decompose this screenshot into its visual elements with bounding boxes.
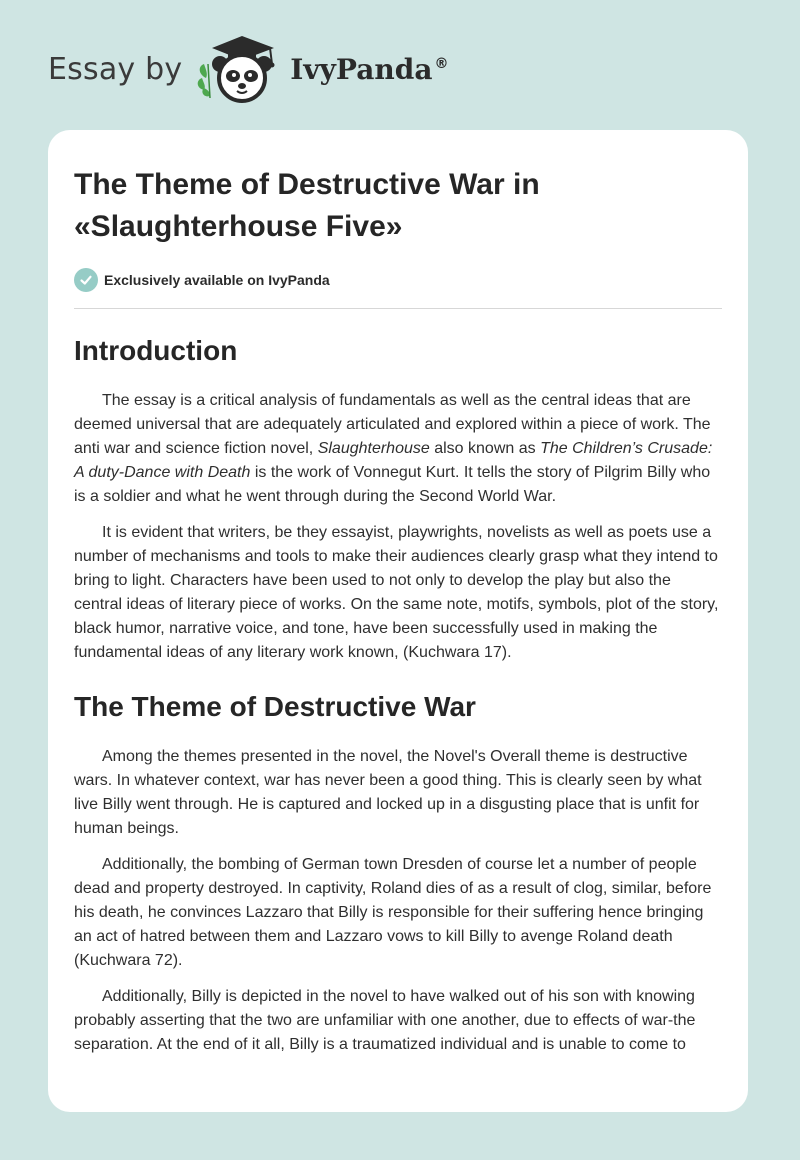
exclusive-text: Exclusively available on IvyPanda [104,272,330,288]
book-title-italic: Slaughterhouse [317,440,430,457]
essay-title [74,164,722,248]
check-circle-icon [74,268,98,292]
paragraph: Additionally, Billy is depicted in the novel to have walked out of his son with knowing probably asserting that the two are unfamiliar with one another, due to effects of war-the separation. At the end of it all, Billy is a traumatized individual and is unable to come to [74,988,696,1053]
paragraph: Among the themes presented in the novel, the Novel's Overall theme is destructive wars. In whatever context, war has never been a good thing. This is clearly seen by what live Billy went through. He is captured and locked up in a disgusting place that is unfit for human beings. [74,748,702,837]
essay-title-line2: «Slaughterhouse Five» [74,210,403,243]
section-heading-destructive-war: The Theme of Destructive War [74,691,476,722]
brand-name-text: IvyPanda [290,52,433,86]
paragraph-text: is the work of Vonnegut Kurt. It tells the story of Pilgrim Billy who is a soldier and what he went through during the Second World War. [74,464,711,505]
brand-prefix: Essay by [48,51,183,87]
brand-logo-link[interactable] [192,34,448,104]
ivypanda-logo-icon [192,34,284,104]
paragraph-text: also known as [429,440,541,457]
brand-name [290,53,448,86]
divider [74,308,722,309]
alt-title-italic: The Children’s Crusade: A duty-Dance with Death [74,440,713,481]
essay-title-line1: The Theme of Destructive War in [74,168,540,201]
paragraph [74,389,722,509]
paragraph-text: The essay is a critical analysis of fundamentals as well as the central ideas that are deemed universal that are adequately articulated and explored within a piece of work. The anti war and science fiction novel, [74,392,711,457]
registered-mark: ® [434,56,449,73]
paragraph: It is evident that writers, be they essayist, playwrights, novelists as well as poets use a number of mechanisms and tools to make their audiences clearly grasp what they intend to bring to light. Characters have been used to not only to develop the play but also the central ideas of literary piece of works. On the same note, motifs, symbols, plot of the story, black humor, narrative voice, and tone, have been successfully used in making the fundamental ideas of any literary work known, (Kuchwara 17). [74,524,719,661]
exclusive-badge [74,268,722,292]
site-header [48,34,448,104]
section-heading-introduction: Introduction [74,335,238,366]
essay-card [48,130,748,1112]
paragraph: Additionally, the bombing of German town Dresden of course let a number of people dead and property destroyed. In captivity, Roland dies of as a result of clog, similar, before his death, he convinces Lazzaro that Billy is responsible for their suffering hence bringing an act of hatred between them and Lazzaro vows to kill Billy to avenge Roland death (Kuchwara 72). [74,856,712,969]
